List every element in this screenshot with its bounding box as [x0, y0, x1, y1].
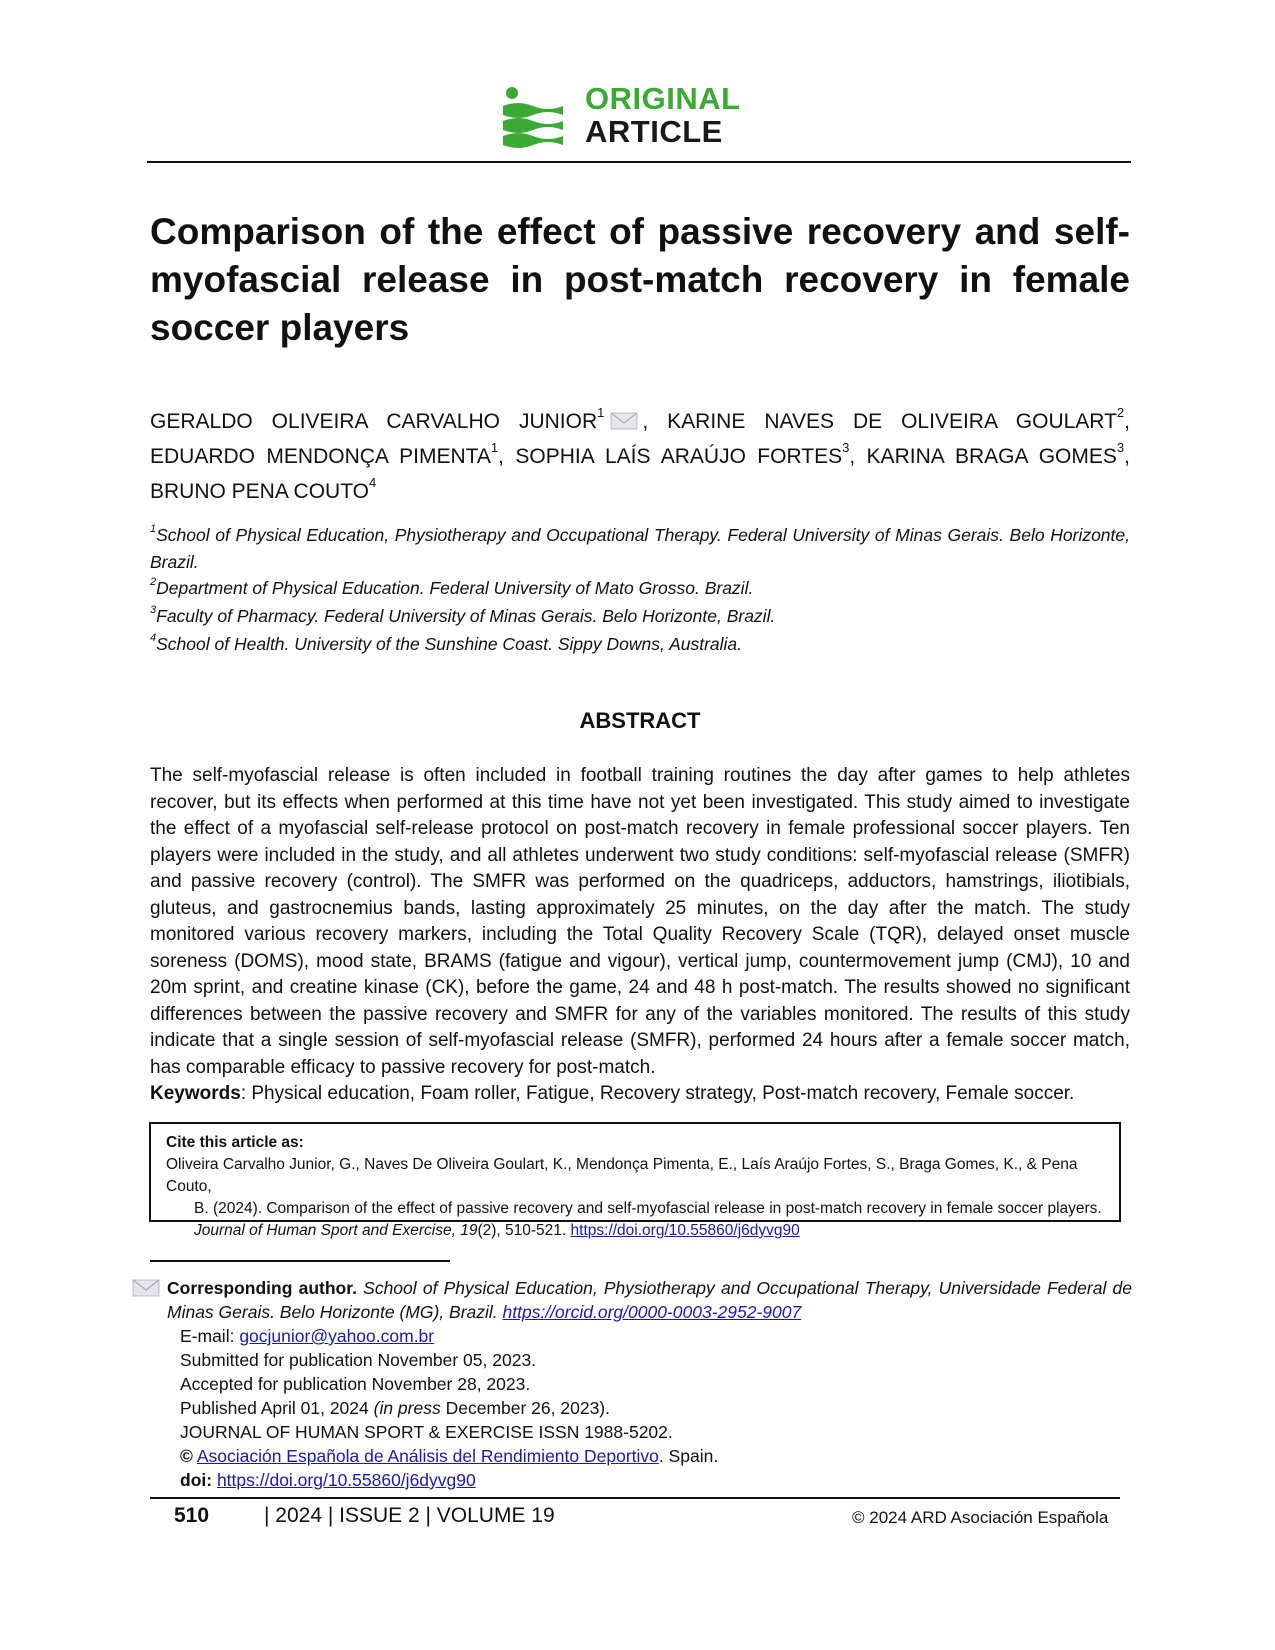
- keywords: [150, 1081, 1130, 1108]
- logo-line-original: ORIGINAL: [585, 81, 741, 116]
- citation-journal: Journal of Human Sport and Exercise, 19: [194, 1222, 478, 1239]
- email-link[interactable]: gocjunior@yahoo.com.br: [239, 1326, 435, 1346]
- citation-box: [149, 1122, 1121, 1239]
- author-affiliation-num: 2: [1116, 405, 1125, 420]
- author-name: , KARINE NAVES DE OLIVEIRA GOULART: [642, 410, 1117, 433]
- email-label: E-mail:: [180, 1326, 240, 1346]
- logo-line-article: ARTICLE: [585, 114, 723, 149]
- author-affiliation-num: 1: [597, 405, 605, 420]
- author-name: GERALDO OLIVEIRA CARVALHO JUNIOR: [150, 410, 598, 433]
- citation-line-1: Oliveira Carvalho Junior, G., Naves De Oliveira Goulart, K., Mendonça Pimenta, E., Laís Araújo Fortes, S., Braga Gomes, K., & Pena Couto,: [166, 1156, 1078, 1195]
- submitted-date: Submitted for publication November 05, 2023.: [180, 1350, 537, 1370]
- affiliation-3: [150, 603, 1130, 630]
- author-name: , BRUNO PENA COUTO: [150, 445, 1130, 503]
- affiliation-text: School of Physical Education, Physiotherapy and Occupational Therapy. Federal University of Minas Gerais. Belo Horizonte, Brazil.: [150, 525, 1130, 572]
- logo-stripes-icon: [503, 86, 563, 148]
- author-list: [150, 404, 1130, 509]
- affiliation-num: 1: [150, 523, 157, 535]
- author-name: , EDUARDO MENDONÇA PIMENTA: [150, 410, 1130, 468]
- in-press-text: (in press: [373, 1398, 441, 1418]
- header-rule: [147, 161, 1131, 163]
- correspondence-address-text: School of Physical Education, Physiotherapy and Occupational Therapy, Universidade Federal de Minas Gerais. Belo Horizonte (MG), Brazil.: [167, 1278, 1132, 1322]
- page-number: 510: [174, 1504, 210, 1527]
- affiliation-text: Faculty of Pharmacy. Federal University of Minas Gerais. Belo Horizonte, Brazil.: [156, 606, 776, 626]
- doi-label: doi:: [180, 1470, 217, 1490]
- author-name: , SOPHIA LAÍS ARAÚJO FORTES: [498, 445, 843, 468]
- footer-rule: [150, 1497, 1120, 1499]
- author-affiliation-num: 3: [1116, 440, 1125, 455]
- abstract-body: The self-myofascial release is often included in football training routines the day after games to help athletes recover, but its effects when performed at this time have not yet been investigated. This study aimed to investigate the effect of a myofascial self-release protocol on post-match recovery in female professional soccer players. Ten players were included in the study, and all athletes underwent two study conditions: self-myofascial release (SMFR) and passive recovery (control). The SMFR was performed on the quadriceps, adductors, hamstrings, iliotibials, gluteus, and gastrocnemius bands, lasting approximately 25 minutes, on the day after the match. The study monitored various recovery markers, including the Total Quality Recovery Scale (TQR), delayed onset muscle soreness (DOMS), mood state, BRAMS (fatigue and vigour), vertical jump, countermovement jump (CMJ), 10 and 20m sprint, and creatine kinase (CK), before the game, 24 and 48 h post-match. The results showed no significant differences between the passive recovery and SMFR for any of the variables monitored. The results of this study indicate that a single session of self-myofascial release (SMFR), performed 24 hours after a female soccer match, has comparable efficacy to passive recovery for post-match.: [150, 765, 1130, 1078]
- accepted-date: Accepted for publication November 28, 2023.: [180, 1374, 531, 1394]
- citation-line-3: [166, 1220, 1104, 1242]
- author-name: , KARINA BRAGA GOMES: [849, 445, 1117, 468]
- association-link[interactable]: Asociación Española de Análisis del Rendimiento Deportivo: [196, 1446, 659, 1466]
- journal-issn: JOURNAL OF HUMAN SPORT & EXERCISE ISSN 1988-5202.: [180, 1422, 673, 1442]
- citation-doi-link[interactable]: https://doi.org/10.55860/j6dyvg90: [570, 1222, 800, 1239]
- affiliation-num: 4: [150, 632, 157, 644]
- email-line: [132, 1324, 1132, 1348]
- article-title: Comparison of the effect of passive recovery and self-myofascial release in post-match recovery in female soccer players: [150, 211, 1130, 348]
- journal-logo: [503, 82, 783, 152]
- footnote-rule: [150, 1260, 450, 1262]
- issue-info: | 2024 | ISSUE 2 | VOLUME 19: [264, 1504, 555, 1527]
- published-text: Published April 01, 2024: [180, 1398, 374, 1418]
- copyright-symbol: ©: [180, 1446, 193, 1466]
- author-affiliation-num: 1: [490, 440, 499, 455]
- country-text: . Spain.: [658, 1446, 719, 1466]
- affiliation-text: School of Health. University of the Sunshine Coast. Sippy Downs, Australia.: [156, 634, 743, 654]
- correspondence-block: [132, 1276, 1132, 1492]
- doi-line: [132, 1468, 1132, 1492]
- abstract: [150, 763, 1130, 1108]
- keywords-label: Keywords: [150, 1083, 241, 1104]
- correspondence-label: Corresponding author.: [167, 1278, 357, 1298]
- affiliation-num: 2: [150, 576, 157, 588]
- envelope-icon: [132, 1279, 160, 1297]
- affiliation-text: Department of Physical Education. Federal University of Mato Grosso. Brazil.: [156, 578, 754, 598]
- author-affiliation-num: 3: [842, 440, 850, 455]
- author-affiliation-num: 4: [368, 475, 377, 490]
- correspondence-address: [132, 1276, 1132, 1324]
- affiliation-num: 3: [150, 604, 157, 616]
- orcid-link[interactable]: https://orcid.org/0000-0003-2952-9007: [502, 1302, 802, 1322]
- published-date: [132, 1396, 1132, 1420]
- abstract-heading: ABSTRACT: [579, 708, 701, 733]
- doi-link[interactable]: https://doi.org/10.55860/j6dyvg90: [216, 1470, 476, 1490]
- copyright-line: [132, 1444, 1132, 1468]
- citation-heading: Cite this article as:: [166, 1134, 304, 1151]
- affiliation-4: [150, 631, 1130, 658]
- citation-issue-pages: (2), 510-521.: [477, 1222, 571, 1239]
- citation-line-2: B. (2024). Comparison of the effect of passive recovery and self-myofascial release in post-match recovery in female soccer players.: [194, 1200, 1102, 1217]
- footer-copyright: © 2024 ARD Asociación Española: [852, 1508, 1109, 1527]
- in-press-date: December 26, 2023).: [440, 1398, 610, 1418]
- envelope-icon[interactable]: [610, 412, 638, 430]
- keywords-list: : Physical education, Foam roller, Fatigue, Recovery strategy, Post-match recovery, Female soccer.: [240, 1083, 1075, 1104]
- affiliation-1: [150, 522, 1130, 576]
- affiliation-2: [150, 575, 1130, 602]
